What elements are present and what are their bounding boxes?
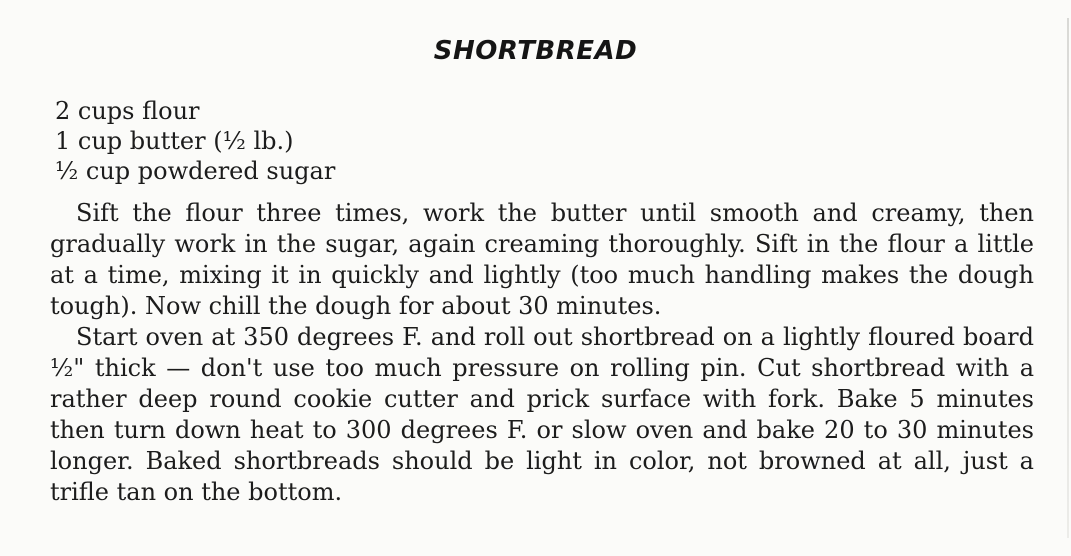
ingredient-list: [55, 96, 335, 186]
recipe-title: SHORTBREAD: [433, 36, 638, 66]
ingredient-item: 1 cup butter (½ lb.): [55, 127, 294, 155]
page-edge: [1067, 18, 1069, 538]
instructions-paragraph: Start oven at 350 degrees F. and roll out shortbread on a lightly floured board ½" thick — don't use too much pressure on rolling pin. Cut shortbread with a rather deep round cookie cutter and prick surface with fork. Bake 5 minutes then turn down heat to 300 degrees F. or slow oven and bake 20 to 30 minutes longer. Baked shortbreads should be light in color, not browned at all, just a trifle tan on the bottom.: [50, 323, 1034, 506]
ingredient-item: 2 cups flour: [55, 97, 200, 125]
instructions-paragraph: Sift the flour three times, work the butter until smooth and creamy, then gradually work in the sugar, again creaming thoroughly. Sift in the flour a little at a time, mixing it in quickly and lightly (too much handling makes the dough tough). Now chill the dough for about 30 minutes.: [50, 199, 1034, 320]
ingredient-item: ½ cup powdered sugar: [55, 157, 336, 185]
